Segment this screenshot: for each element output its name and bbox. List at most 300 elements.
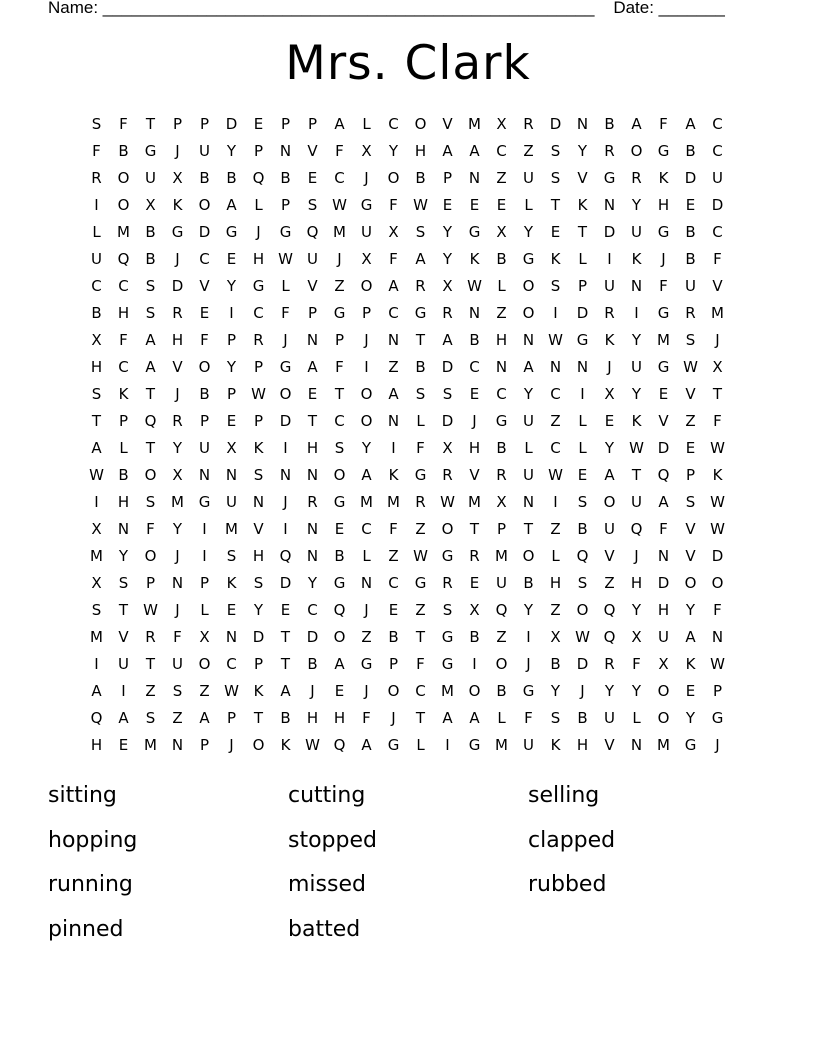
grid-letter: P bbox=[307, 115, 318, 133]
grid-letter: N bbox=[117, 520, 130, 538]
grid-letter: P bbox=[253, 142, 264, 160]
grid-letter: Y bbox=[631, 682, 642, 700]
grid-letter: F bbox=[119, 115, 128, 133]
grid-letter: E bbox=[118, 736, 129, 754]
grid-letter: O bbox=[441, 520, 454, 538]
grid-letter: Y bbox=[172, 520, 183, 538]
grid-letter: J bbox=[256, 223, 261, 241]
grid-letter: L bbox=[416, 412, 425, 430]
grid-letter: I bbox=[553, 304, 558, 322]
grid-row bbox=[83, 624, 731, 651]
grid-letter: S bbox=[577, 493, 588, 511]
grid-letter: N bbox=[306, 331, 319, 349]
grid-letter: J bbox=[364, 169, 369, 187]
grid-letter: P bbox=[145, 574, 156, 592]
grid-letter: U bbox=[523, 736, 534, 754]
grid-letter: S bbox=[550, 709, 561, 727]
grid-letter: K bbox=[469, 250, 480, 268]
grid-letter: G bbox=[522, 682, 535, 700]
grid-letter: I bbox=[202, 547, 207, 565]
grid-letter: I bbox=[283, 520, 288, 538]
grid-letter: U bbox=[118, 655, 129, 673]
grid-row bbox=[83, 678, 731, 705]
grid-letter: N bbox=[549, 358, 562, 376]
grid-letter: S bbox=[577, 574, 588, 592]
grid-letter: V bbox=[469, 466, 480, 484]
grid-letter: J bbox=[607, 358, 612, 376]
grid-letter: Z bbox=[388, 358, 399, 376]
grid-letter: O bbox=[522, 277, 535, 295]
grid-letter: F bbox=[389, 520, 398, 538]
grid-letter: D bbox=[576, 655, 589, 673]
grid-letter: N bbox=[630, 277, 643, 295]
grid-letter: A bbox=[334, 655, 345, 673]
grid-letter: W bbox=[575, 628, 590, 646]
grid-letter: Z bbox=[496, 304, 507, 322]
grid-letter: M bbox=[441, 682, 454, 700]
grid-letter: O bbox=[684, 574, 697, 592]
grid-letter: K bbox=[226, 574, 237, 592]
grid-letter: A bbox=[631, 115, 642, 133]
grid-letter: V bbox=[685, 547, 696, 565]
grid-letter: G bbox=[333, 574, 346, 592]
grid-letter: U bbox=[604, 709, 615, 727]
grid-letter: P bbox=[118, 412, 129, 430]
grid-letter: P bbox=[388, 655, 399, 673]
grid-letter: M bbox=[711, 304, 724, 322]
grid-letter: F bbox=[659, 520, 668, 538]
grid-letter: C bbox=[550, 385, 561, 403]
grid-letter: O bbox=[252, 736, 265, 754]
grid-letter: U bbox=[199, 142, 210, 160]
grid-letter: J bbox=[364, 331, 369, 349]
grid-letter: S bbox=[253, 466, 264, 484]
grid-letter: N bbox=[360, 574, 373, 592]
grid-letter: Q bbox=[306, 223, 319, 241]
grid-letter: O bbox=[657, 709, 670, 727]
letter-grid bbox=[83, 111, 731, 759]
grid-letter: P bbox=[172, 115, 183, 133]
grid-letter: A bbox=[442, 142, 453, 160]
grid-letter: F bbox=[389, 250, 398, 268]
grid-letter: B bbox=[577, 520, 588, 538]
grid-letter: S bbox=[685, 331, 696, 349]
grid-letter: G bbox=[171, 223, 184, 241]
grid-letter: L bbox=[632, 709, 641, 727]
grid-letter: C bbox=[199, 250, 210, 268]
grid-letter: N bbox=[630, 736, 643, 754]
grid-letter: P bbox=[253, 412, 264, 430]
word-list-item: batted bbox=[288, 916, 361, 942]
grid-letter: C bbox=[307, 601, 318, 619]
grid-letter: T bbox=[280, 655, 291, 673]
grid-letter: O bbox=[657, 682, 670, 700]
grid-letter: O bbox=[630, 142, 643, 160]
grid-letter: H bbox=[657, 601, 670, 619]
grid-letter: X bbox=[550, 628, 561, 646]
grid-letter: J bbox=[175, 142, 180, 160]
word-list-item: selling bbox=[528, 783, 600, 808]
grid-letter: O bbox=[522, 547, 535, 565]
grid-letter: T bbox=[334, 385, 345, 403]
grid-letter: Y bbox=[253, 601, 264, 619]
grid-letter: N bbox=[603, 196, 616, 214]
grid-letter: L bbox=[281, 277, 290, 295]
grid-letter: Q bbox=[333, 601, 346, 619]
grid-letter: T bbox=[712, 385, 723, 403]
grid-letter: B bbox=[91, 304, 102, 322]
grid-letter: E bbox=[658, 385, 669, 403]
grid-letter: K bbox=[577, 196, 588, 214]
grid-letter: X bbox=[712, 358, 723, 376]
grid-letter: R bbox=[91, 169, 102, 187]
grid-letter: D bbox=[549, 115, 562, 133]
grid-letter: S bbox=[415, 223, 426, 241]
grid-letter: F bbox=[281, 304, 290, 322]
grid-letter: E bbox=[685, 439, 696, 457]
grid-letter: L bbox=[524, 439, 533, 457]
grid-letter: O bbox=[576, 601, 589, 619]
grid-letter: C bbox=[712, 115, 723, 133]
grid-letter: W bbox=[143, 601, 158, 619]
grid-letter: F bbox=[659, 115, 668, 133]
grid-letter: M bbox=[90, 628, 103, 646]
grid-letter: O bbox=[414, 115, 427, 133]
grid-letter: S bbox=[145, 277, 156, 295]
grid-letter: M bbox=[225, 520, 238, 538]
grid-letter: E bbox=[550, 223, 561, 241]
grid-letter: N bbox=[522, 331, 535, 349]
grid-letter: U bbox=[631, 493, 642, 511]
grid-letter: F bbox=[200, 331, 209, 349]
word-list-item: missed bbox=[288, 872, 366, 897]
grid-letter: A bbox=[469, 142, 480, 160]
grid-letter: S bbox=[550, 277, 561, 295]
grid-letter: I bbox=[364, 358, 369, 376]
grid-letter: O bbox=[387, 169, 400, 187]
grid-letter: U bbox=[523, 169, 534, 187]
word-list-item: rubbed bbox=[528, 872, 607, 897]
grid-letter: E bbox=[604, 412, 615, 430]
grid-letter: Y bbox=[631, 601, 642, 619]
grid-letter: O bbox=[198, 655, 211, 673]
grid-letter: G bbox=[414, 574, 427, 592]
grid-letter: H bbox=[495, 331, 508, 349]
grid-letter: Z bbox=[550, 601, 561, 619]
grid-letter: J bbox=[715, 736, 720, 754]
grid-letter: Y bbox=[604, 439, 615, 457]
grid-letter: T bbox=[415, 709, 426, 727]
grid-letter: B bbox=[199, 169, 210, 187]
grid-letter: P bbox=[496, 520, 507, 538]
grid-letter: F bbox=[389, 196, 398, 214]
grid-letter: L bbox=[362, 547, 371, 565]
grid-letter: X bbox=[658, 655, 669, 673]
grid-letter: M bbox=[90, 547, 103, 565]
grid-letter: A bbox=[388, 277, 399, 295]
grid-letter: M bbox=[117, 223, 130, 241]
grid-letter: P bbox=[577, 277, 588, 295]
grid-letter: P bbox=[685, 466, 696, 484]
grid-letter: C bbox=[118, 277, 129, 295]
grid-letter: Y bbox=[442, 250, 453, 268]
grid-letter: I bbox=[94, 493, 99, 511]
grid-letter: O bbox=[495, 655, 508, 673]
grid-letter: S bbox=[442, 601, 453, 619]
grid-letter: A bbox=[685, 628, 696, 646]
grid-letter: G bbox=[576, 331, 589, 349]
grid-letter: Z bbox=[496, 169, 507, 187]
grid-letter: B bbox=[550, 655, 561, 673]
grid-letter: L bbox=[416, 736, 425, 754]
grid-letter: X bbox=[442, 439, 453, 457]
grid-letter: V bbox=[199, 277, 210, 295]
grid-letter: G bbox=[279, 223, 292, 241]
grid-letter: U bbox=[658, 628, 669, 646]
grid-letter: C bbox=[712, 142, 723, 160]
grid-letter: G bbox=[333, 493, 346, 511]
grid-letter: N bbox=[306, 547, 319, 565]
grid-letter: V bbox=[712, 277, 723, 295]
grid-letter: D bbox=[711, 196, 724, 214]
grid-letter: B bbox=[145, 250, 156, 268]
grid-letter: Z bbox=[361, 628, 372, 646]
grid-letter: R bbox=[442, 304, 453, 322]
grid-letter: K bbox=[280, 736, 291, 754]
grid-letter: X bbox=[145, 196, 156, 214]
grid-letter: H bbox=[414, 142, 427, 160]
grid-letter: S bbox=[145, 709, 156, 727]
grid-letter: S bbox=[172, 682, 183, 700]
grid-letter: Y bbox=[226, 358, 237, 376]
grid-letter: G bbox=[198, 493, 211, 511]
grid-letter: E bbox=[334, 682, 345, 700]
grid-letter: Y bbox=[685, 601, 696, 619]
grid-letter: P bbox=[199, 412, 210, 430]
grid-letter: W bbox=[224, 682, 239, 700]
grid-letter: E bbox=[469, 385, 480, 403]
grid-letter: K bbox=[388, 466, 399, 484]
grid-letter: M bbox=[468, 115, 481, 133]
grid-letter: L bbox=[578, 412, 587, 430]
grid-letter: Z bbox=[172, 709, 183, 727]
grid-row bbox=[83, 732, 731, 759]
grid-letter: X bbox=[631, 628, 642, 646]
grid-letter: D bbox=[441, 412, 454, 430]
grid-letter: B bbox=[604, 115, 615, 133]
grid-letter: C bbox=[226, 655, 237, 673]
grid-letter: A bbox=[658, 493, 669, 511]
grid-letter: Q bbox=[333, 736, 346, 754]
grid-letter: G bbox=[144, 142, 157, 160]
grid-letter: J bbox=[283, 331, 288, 349]
grid-letter: W bbox=[467, 277, 482, 295]
grid-letter: O bbox=[198, 358, 211, 376]
grid-letter: C bbox=[550, 439, 561, 457]
grid-letter: Y bbox=[172, 439, 183, 457]
grid-letter: Y bbox=[442, 223, 453, 241]
grid-letter: U bbox=[523, 412, 534, 430]
grid-letter: R bbox=[145, 628, 156, 646]
grid-letter: N bbox=[225, 466, 238, 484]
grid-letter: T bbox=[307, 412, 318, 430]
grid-letter: T bbox=[550, 196, 561, 214]
grid-letter: U bbox=[172, 655, 183, 673]
grid-letter: G bbox=[360, 655, 373, 673]
grid-letter: R bbox=[172, 412, 183, 430]
grid-letter: G bbox=[684, 736, 697, 754]
grid-letter: I bbox=[391, 439, 396, 457]
grid-letter: U bbox=[91, 250, 102, 268]
grid-row bbox=[83, 570, 731, 597]
grid-letter: A bbox=[91, 439, 102, 457]
grid-letter: N bbox=[171, 736, 184, 754]
grid-letter: K bbox=[550, 736, 561, 754]
grid-letter: E bbox=[226, 601, 237, 619]
grid-letter: B bbox=[496, 439, 507, 457]
grid-letter: E bbox=[307, 169, 318, 187]
grid-letter: Y bbox=[631, 196, 642, 214]
grid-letter: D bbox=[198, 223, 211, 241]
grid-letter: B bbox=[685, 250, 696, 268]
grid-letter: M bbox=[144, 736, 157, 754]
grid-letter: O bbox=[279, 385, 292, 403]
grid-letter: N bbox=[468, 169, 481, 187]
grid-letter: I bbox=[94, 196, 99, 214]
grid-letter: D bbox=[576, 304, 589, 322]
grid-letter: H bbox=[90, 736, 103, 754]
grid-letter: E bbox=[388, 601, 399, 619]
grid-letter: E bbox=[334, 520, 345, 538]
grid-letter: U bbox=[361, 223, 372, 241]
grid-row bbox=[83, 219, 731, 246]
grid-letter: C bbox=[712, 223, 723, 241]
grid-letter: X bbox=[172, 169, 183, 187]
grid-letter: U bbox=[685, 277, 696, 295]
grid-letter: M bbox=[495, 547, 508, 565]
grid-letter: G bbox=[333, 304, 346, 322]
grid-letter: O bbox=[144, 547, 157, 565]
grid-letter: B bbox=[334, 547, 345, 565]
word-list-item: sitting bbox=[48, 783, 117, 808]
grid-letter: F bbox=[632, 655, 641, 673]
grid-letter: Y bbox=[226, 142, 237, 160]
grid-letter: N bbox=[495, 358, 508, 376]
grid-letter: D bbox=[252, 628, 265, 646]
grid-letter: F bbox=[659, 277, 668, 295]
grid-letter: G bbox=[468, 736, 481, 754]
grid-letter: Q bbox=[144, 412, 157, 430]
grid-letter: Z bbox=[388, 547, 399, 565]
grid-letter: N bbox=[387, 412, 400, 430]
grid-letter: R bbox=[442, 466, 453, 484]
grid-letter: A bbox=[685, 115, 696, 133]
grid-letter: K bbox=[631, 250, 642, 268]
grid-letter: U bbox=[604, 520, 615, 538]
grid-letter: G bbox=[441, 655, 454, 673]
grid-letter: W bbox=[548, 466, 563, 484]
grid-letter: Y bbox=[523, 223, 534, 241]
word-list-item: clapped bbox=[528, 827, 616, 853]
grid-letter: T bbox=[145, 385, 156, 403]
grid-letter: D bbox=[279, 412, 292, 430]
grid-letter: S bbox=[118, 574, 129, 592]
grid-letter: A bbox=[226, 196, 237, 214]
grid-letter: E bbox=[253, 115, 264, 133]
grid-letter: B bbox=[523, 574, 534, 592]
grid-letter: E bbox=[469, 196, 480, 214]
grid-letter: G bbox=[360, 196, 373, 214]
grid-letter: A bbox=[523, 358, 534, 376]
grid-letter: G bbox=[603, 169, 616, 187]
grid-row bbox=[83, 705, 731, 732]
grid-letter: P bbox=[334, 331, 345, 349]
grid-letter: L bbox=[551, 547, 560, 565]
grid-letter: P bbox=[199, 115, 210, 133]
grid-letter: O bbox=[360, 385, 373, 403]
grid-letter: I bbox=[580, 385, 585, 403]
grid-letter: A bbox=[415, 250, 426, 268]
grid-letter: W bbox=[332, 196, 347, 214]
grid-letter: G bbox=[522, 250, 535, 268]
grid-letter: X bbox=[361, 142, 372, 160]
grid-letter: K bbox=[604, 331, 615, 349]
grid-letter: H bbox=[576, 736, 589, 754]
grid-letter: W bbox=[89, 466, 104, 484]
grid-letter: W bbox=[710, 520, 725, 538]
grid-letter: M bbox=[171, 493, 184, 511]
grid-row bbox=[83, 597, 731, 624]
grid-letter: G bbox=[252, 277, 265, 295]
grid-letter: F bbox=[713, 412, 722, 430]
grid-letter: J bbox=[391, 709, 396, 727]
grid-letter: C bbox=[253, 304, 264, 322]
grid-letter: J bbox=[337, 250, 342, 268]
grid-letter: L bbox=[524, 196, 533, 214]
grid-letter: R bbox=[523, 115, 534, 133]
grid-row bbox=[83, 516, 731, 543]
grid-letter: R bbox=[604, 142, 615, 160]
grid-letter: Z bbox=[415, 520, 426, 538]
grid-letter: D bbox=[171, 277, 184, 295]
grid-letter: W bbox=[413, 547, 428, 565]
grid-letter: B bbox=[145, 223, 156, 241]
grid-letter: W bbox=[629, 439, 644, 457]
grid-letter: F bbox=[713, 601, 722, 619]
grid-letter: A bbox=[199, 709, 210, 727]
grid-letter: X bbox=[442, 277, 453, 295]
grid-letter: U bbox=[199, 439, 210, 457]
grid-letter: L bbox=[578, 250, 587, 268]
grid-letter: B bbox=[577, 709, 588, 727]
grid-letter: K bbox=[631, 412, 642, 430]
word-list-item: running bbox=[48, 872, 133, 897]
grid-letter: C bbox=[91, 277, 102, 295]
grid-letter: E bbox=[496, 196, 507, 214]
grid-letter: Q bbox=[495, 601, 508, 619]
grid-letter: J bbox=[283, 493, 288, 511]
grid-letter: D bbox=[225, 115, 238, 133]
grid-letter: I bbox=[121, 682, 126, 700]
grid-letter: O bbox=[198, 196, 211, 214]
grid-letter: Q bbox=[117, 250, 130, 268]
grid-letter: L bbox=[497, 709, 506, 727]
grid-letter: X bbox=[604, 385, 615, 403]
grid-letter: S bbox=[91, 601, 102, 619]
grid-letter: S bbox=[145, 493, 156, 511]
grid-letter: N bbox=[252, 493, 265, 511]
grid-letter: X bbox=[91, 520, 102, 538]
